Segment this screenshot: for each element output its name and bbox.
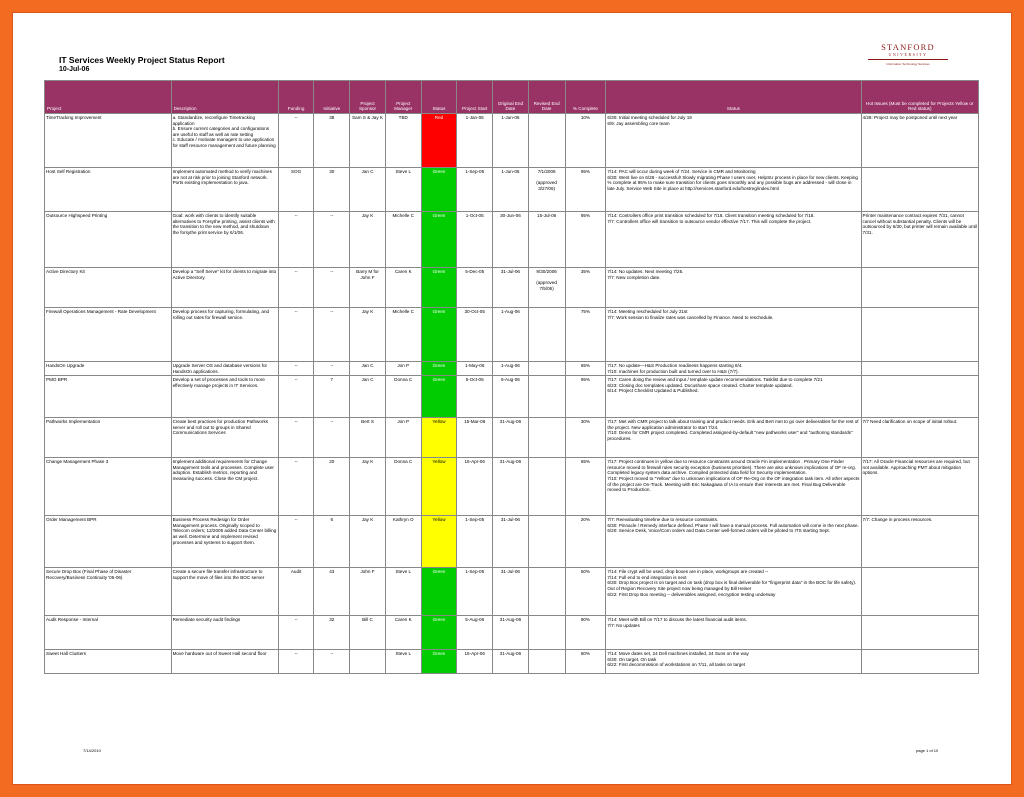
cell-description: Develop a set of processes and tools to more effectively manage projects in IT Services.	[171, 376, 278, 418]
cell-complete: 60%	[565, 650, 606, 674]
cell-start: 1-May-06	[457, 362, 493, 376]
cell-status-text: 7/14: Meeting rescheduled for July 21st 7/7: Work session to finalize rates was cancelled by Finance. Need to reschedule.	[606, 308, 861, 362]
table-row	[45, 362, 979, 376]
cell-complete: 35%	[565, 268, 606, 308]
cell-funding: --	[278, 458, 314, 516]
cell-manager: TBD	[385, 114, 421, 168]
cell-hot-issues: Printer maintenance contract expires 7/31, cannot cancel without substantial penalty. Clients will be outsourced by 6/30, but printer will remain available until 7/31.	[861, 212, 978, 268]
col-header-manager: Project Manager	[385, 81, 421, 114]
cell-project: Active Directory Kit	[45, 268, 172, 308]
cell-funding: --	[278, 362, 314, 376]
cell-project: TimeTracking Improvement	[45, 114, 172, 168]
cell-project: Firewall Operations Management - Rate Development	[45, 308, 172, 362]
cell-funding: --	[278, 212, 314, 268]
table-row	[45, 568, 979, 616]
col-header-description: Description	[171, 81, 278, 114]
cell-revised-end	[528, 376, 565, 418]
cell-initiative: 32	[314, 616, 350, 650]
cell-funding: --	[278, 308, 314, 362]
cell-description: Business Process Redesign for Order Management process. Originally scoped to Telecom orders; 12/2005 added Data Center billing as well. Determine and implement revised processes and systems to support them.	[171, 516, 278, 568]
cell-status: Green	[421, 568, 457, 616]
col-header-hot-issues: Hot Issues (Must be completed for Projects Yellow or Red status)	[861, 81, 978, 114]
cell-project: Audit Response - Internal	[45, 616, 172, 650]
table-row	[45, 376, 979, 418]
cell-manager: Caren K	[385, 268, 421, 308]
cell-status-text: 7/14: PAC will occur during week of 7/24. Service in CMR and Monitoring 6/30: Went live on 6/28 - successful! Slowly migrating Phase I users over, HelpSU process in place for new clients. Keeping % complete at 95% to make sure transition for clients goes smoothly and any possible bugs are addressed - will close in late July. Service Web Site in place at http://services.stanford.edu/hostreg/index.html	[606, 168, 861, 212]
cell-revised-end	[528, 308, 565, 362]
footer-date: 7/14/2010	[83, 748, 101, 753]
cell-manager: Jon P	[385, 362, 421, 376]
cell-status-text: 7/17: Caren doing the review and input / template update recommendations. Tasklist due to complete 7/21 6/23: Closing doc templates updated. Docushare space created. Charter template updated. 6/14: Project Checklist Updated & Published.	[606, 376, 861, 418]
cell-complete: 65%	[565, 458, 606, 516]
cell-description: Create best practices for production Pathworks server and roll out to groups in Shared Communications Services	[171, 418, 278, 458]
cell-initiative: 7	[314, 376, 350, 418]
cell-project: Outsource Highspeed Printing	[45, 212, 172, 268]
table-row	[45, 212, 979, 268]
cell-description: Create a secure file transfer infrastructure to support the move of files into the BOC server	[171, 568, 278, 616]
cell-hot-issues: 7/7: Change in process resources.	[861, 516, 978, 568]
cell-initiative: 38	[314, 114, 350, 168]
table-row	[45, 168, 979, 212]
cell-status: Green	[421, 212, 457, 268]
col-header-initiative: Initiative	[314, 81, 350, 114]
cell-original-end: 6-Aug-06	[493, 376, 529, 418]
cell-status-text: 7/14: File crypt will be used, drop boxes are in place, workgroups are created -- 7/14: Full end to end integration is next 6/30: Drop Box project is on target and on task (drop box is final deliverable for "fingerprint data" in the BOC for life safety). Out of Region Recovery Site project now being managed by Bill Heiser 6/22: First Drop Box meeting -- deliverables assigned, encryption testing underway	[606, 568, 861, 616]
cell-sponsor: Barry M for John F	[350, 268, 386, 308]
cell-description: Develop a "Self Serve" kit for clients to migrate into Active Directory.	[171, 268, 278, 308]
cell-description: Develop process for capturing, formulating, and rolling out rates for firewall service.	[171, 308, 278, 362]
cell-hot-issues	[861, 568, 978, 616]
table-row	[45, 616, 979, 650]
cell-status: Green	[421, 362, 457, 376]
cell-manager: Steve L	[385, 650, 421, 674]
cell-manager: Donna C	[385, 458, 421, 516]
cell-funding: --	[278, 650, 314, 674]
cell-revised-end	[528, 568, 565, 616]
cell-start: 15-Mar-06	[457, 418, 493, 458]
cell-description: Move hardware out of Sweet Hall second floor	[171, 650, 278, 674]
cell-manager: Michelle C	[385, 212, 421, 268]
cell-original-end: 31-Aug-06	[493, 418, 529, 458]
cell-start: 1-Sep-05	[457, 168, 493, 212]
cell-funding: --	[278, 114, 314, 168]
cell-hot-issues: 7/7 Need clarification on scope of initial rollout.	[861, 418, 978, 458]
report-title: IT Services Weekly Project Status Report	[59, 55, 225, 65]
cell-original-end: 31-Jul-06	[493, 516, 529, 568]
status-table	[44, 80, 979, 674]
cell-initiative: 6	[314, 516, 350, 568]
cell-project: Order Management BPR	[45, 516, 172, 568]
col-header-status-text: Status	[606, 81, 861, 114]
col-header-funding: Funding	[278, 81, 314, 114]
cell-project: Pathworks Implementation	[45, 418, 172, 458]
cell-description: Implement automated method to verify machines are not at risk prior to joining Stanford network. Ports existing implementation to java.	[171, 168, 278, 212]
cell-hot-issues	[861, 268, 978, 308]
cell-original-end: 1-Jun-06	[493, 168, 529, 212]
cell-status: Yellow	[421, 516, 457, 568]
logo-rule	[868, 59, 948, 60]
cell-revised-end: 9/30/2006 (approved 7/5/06)	[528, 268, 565, 308]
cell-status-text: 7/7: Reevaluating timeline due to resource constraints. 6/30: Pinnacle / Remedy interface defined. Phase I will have a manual process. Full automation will come in the next phase. 6/20: Service Desk, Voice/Com orders and Data Center well-formed orders will be piloted to ITS starting Sept.	[606, 516, 861, 568]
cell-manager: Jon P	[385, 418, 421, 458]
cell-initiative: --	[314, 650, 350, 674]
cell-revised-end: 7/1/2006 (approved 3/27/06)	[528, 168, 565, 212]
cell-status: Green	[421, 650, 457, 674]
table-body	[45, 114, 979, 674]
cell-status: Green	[421, 308, 457, 362]
cell-status-text: 7/14: Meet with Bill on 7/17 to discuss the latest financial audit items. 7/7: No updates	[606, 616, 861, 650]
cell-manager: Caren K	[385, 616, 421, 650]
cell-original-end: 1-Aug-06	[493, 308, 529, 362]
cell-original-end: 31-Aug-06	[493, 458, 529, 516]
cell-sponsor: Jan C	[350, 168, 386, 212]
cell-sponsor: John F	[350, 568, 386, 616]
cell-revised-end: 15-Jul-06	[528, 212, 565, 268]
cell-funding: --	[278, 516, 314, 568]
cell-sponsor	[350, 650, 386, 674]
cell-complete: 50%	[565, 568, 606, 616]
status-table-wrapper	[44, 80, 979, 674]
cell-status-text: 7/14: Move dates set, 24 Dell machines installed, 24 Suns on the way 6/30: On target, On task 6/22: First decommission of workstations on 7/11, all tasks on target	[606, 650, 861, 674]
cell-start: 1-Sep-05	[457, 568, 493, 616]
cell-original-end: 31-Aug-06	[493, 650, 529, 674]
cell-description: Upgrade Server OS and database versions for HandsOn applications.	[171, 362, 278, 376]
cell-status-text: 7/17: Met with CMR project to talk about training and product needs. Erik and Bert met to go over deliverables for the rest of the project. New application administrator to start 7/24. 7/10: Demo for CMR project completed. Completed assigned-by-default "new pathworks user" and "authoring standards" procedures.	[606, 418, 861, 458]
cell-sponsor: Jay K	[350, 308, 386, 362]
cell-project: Change Management Phase 3	[45, 458, 172, 516]
col-header-project: Project	[45, 81, 172, 114]
table-row	[45, 268, 979, 308]
cell-revised-end	[528, 516, 565, 568]
cell-complete: 95%	[565, 212, 606, 268]
cell-status: Green	[421, 616, 457, 650]
cell-hot-issues	[861, 376, 978, 418]
cell-status: Red	[421, 114, 457, 168]
title-block	[59, 55, 225, 74]
cell-status: Green	[421, 168, 457, 212]
col-header-complete: % Complete	[565, 81, 606, 114]
stanford-logo	[868, 43, 948, 66]
cell-funding: Audit	[278, 568, 314, 616]
cell-revised-end	[528, 114, 565, 168]
cell-project: Host Self Registration	[45, 168, 172, 212]
cell-start: 15-Apr-06	[457, 650, 493, 674]
cell-description: Implement additional requirements for Change Management tools and processes. Complete user adoption. Establish metrics, reporting and measuring success. Close the CM project.	[171, 458, 278, 516]
report-date: 10-Jul-06	[59, 66, 90, 73]
cell-hot-issues	[861, 616, 978, 650]
cell-description: Goal: work with clients to identify suitable alternatives to Forsythe printing, assist clients with the transition to the new method, and shutdown the forsythe print service by 6/1/06.	[171, 212, 278, 268]
cell-sponsor: Jay K	[350, 516, 386, 568]
footer-page-number: page 1 of 10	[916, 748, 939, 753]
cell-project: Sweet Hall Clusters	[45, 650, 172, 674]
cell-start: 30-Oct-05	[457, 308, 493, 362]
cell-original-end: 1-Jun-06	[493, 114, 529, 168]
cell-initiative: --	[314, 418, 350, 458]
cell-original-end: 30-Jun-06	[493, 212, 529, 268]
cell-revised-end	[528, 650, 565, 674]
cell-project: PMO BPR	[45, 376, 172, 418]
cell-complete: 95%	[565, 376, 606, 418]
cell-hot-issues	[861, 362, 978, 376]
cell-initiative: 43	[314, 568, 350, 616]
table-header-row	[45, 81, 979, 114]
cell-manager: Steve L	[385, 168, 421, 212]
cell-complete: 30%	[565, 418, 606, 458]
cell-funding: --	[278, 418, 314, 458]
cell-description: a. Standardize, reconfigure Timetracking application b. Ensure current categories and configurations are useful to staff as well as rate setting c. Educate / motivate managers to use application for staff resource management and future planning	[171, 114, 278, 168]
col-header-start: Project Start	[457, 81, 493, 114]
cell-original-end: 1-Aug-06	[493, 362, 529, 376]
table-row	[45, 418, 979, 458]
cell-start: 1-Jan-06	[457, 114, 493, 168]
logo-main-text: STANFORD	[881, 42, 935, 52]
cell-hot-issues: 4/28: Project may be postponed until next year	[861, 114, 978, 168]
cell-start: 15-Apr-06	[457, 458, 493, 516]
cell-initiative: 20	[314, 458, 350, 516]
col-header-status: Status	[421, 81, 457, 114]
col-header-sponsor: Project Sponsor	[350, 81, 386, 114]
cell-initiative: --	[314, 308, 350, 362]
table-row	[45, 308, 979, 362]
cell-complete: 95%	[565, 168, 606, 212]
cell-start: 5-Aug-06	[457, 616, 493, 650]
cell-status-text: 7/17: No update—H&S Production readiness happens starting 8/4. 7/10: machines for production built and turned over to H&S (7/7).	[606, 362, 861, 376]
cell-manager: Michelle C	[385, 308, 421, 362]
cell-status: Green	[421, 268, 457, 308]
cell-funding: --	[278, 268, 314, 308]
cell-sponsor: Bill C	[350, 616, 386, 650]
cell-sponsor: Jay K	[350, 212, 386, 268]
cell-complete: 10%	[565, 114, 606, 168]
col-header-original-end: Original End Date	[493, 81, 529, 114]
cell-start: 1-Sep-05	[457, 516, 493, 568]
cell-revised-end	[528, 418, 565, 458]
cell-complete: 20%	[565, 516, 606, 568]
cell-original-end: 31-Jul-06	[493, 268, 529, 308]
table-row	[45, 458, 979, 516]
cell-status: Green	[421, 376, 457, 418]
cell-manager: Donna C	[385, 376, 421, 418]
cell-revised-end	[528, 362, 565, 376]
cell-sponsor: Jan C	[350, 376, 386, 418]
cell-hot-issues	[861, 650, 978, 674]
col-header-revised-end: Revised End Date	[528, 81, 565, 114]
logo-tiny-text: Information Technology Services	[886, 62, 930, 66]
cell-status: Yellow	[421, 458, 457, 516]
cell-status-text: 6/30: Initial meeting scheduled for July 19 6/9: Jay assembling core team	[606, 114, 861, 168]
cell-initiative: 30	[314, 168, 350, 212]
cell-funding: SOG	[278, 168, 314, 212]
cell-original-end: 31-Jul-06	[493, 568, 529, 616]
cell-hot-issues	[861, 168, 978, 212]
cell-start: 5-Dec-05	[457, 268, 493, 308]
cell-initiative: --	[314, 362, 350, 376]
cell-status-text: 7/17: Project continues in yellow due to resource constraints around Oracle Fin implementation . Primary One Finder resource moved to firewall rules security exception (business priorities). There are also unknown implications of OF re-org. Completed legacy system data archive. Compiled protected data field for Security implementation. 7/10: Project moved to "Yellow" due to unknown implications of OF Re-Org on the OF integration task item. All other aspects of the project are On-Track. Meeting with Eric Nakagawa of IA to ensure their interests are met. Final Bug Deliverable moved to Production.	[606, 458, 861, 516]
cell-sponsor: Sam S & Jay K	[350, 114, 386, 168]
cell-manager: Steve L	[385, 568, 421, 616]
cell-start: 5-Oct-05	[457, 376, 493, 418]
cell-complete: 90%	[565, 616, 606, 650]
cell-funding: --	[278, 616, 314, 650]
cell-description: Remediate security audit findings	[171, 616, 278, 650]
cell-sponsor: Jay K	[350, 458, 386, 516]
cell-initiative: --	[314, 212, 350, 268]
cell-hot-issues: 7/17: All Oracle Financial resources are required, but not available. Approaching PMT about mitigation options.	[861, 458, 978, 516]
cell-revised-end	[528, 616, 565, 650]
cell-manager: Kathryn O	[385, 516, 421, 568]
cell-project: Secure Drop Box (Final Phase of Disaster Recovery/Business Continuity '05-06)	[45, 568, 172, 616]
table-row	[45, 650, 979, 674]
cell-sponsor: Bert S	[350, 418, 386, 458]
cell-funding: --	[278, 376, 314, 418]
cell-start: 1-Oct-05	[457, 212, 493, 268]
logo-sub-text: UNIVERSITY	[888, 52, 928, 57]
cell-project: HandsOn Upgrade	[45, 362, 172, 376]
table-row	[45, 516, 979, 568]
cell-revised-end	[528, 458, 565, 516]
cell-complete: 65%	[565, 362, 606, 376]
cell-status-text: 7/14: Controllers office print transition scheduled for 7/18. Client transition meeting scheduled for 7/18. 7/7: Controllers office will transition to outsource vendor effective 7/17. This will complete the project.	[606, 212, 861, 268]
cell-hot-issues	[861, 308, 978, 362]
cell-initiative: --	[314, 268, 350, 308]
table-row	[45, 114, 979, 168]
cell-status-text: 7/14: No updates. Next meeting 7/25. 7/7: New completion date.	[606, 268, 861, 308]
cell-original-end: 31-Aug-06	[493, 616, 529, 650]
cell-status: Yellow	[421, 418, 457, 458]
cell-sponsor: Jan C	[350, 362, 386, 376]
cell-complete: 75%	[565, 308, 606, 362]
